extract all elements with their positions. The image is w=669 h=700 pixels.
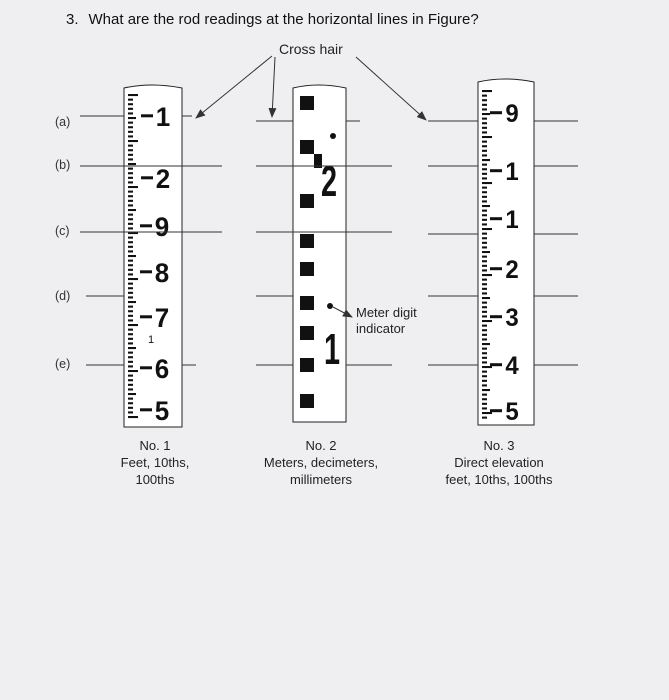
graduation-tick (482, 154, 487, 156)
graduation-tick (128, 315, 133, 317)
graduation-tick (482, 338, 487, 340)
graduation-tick (482, 384, 487, 386)
graduation-tick (482, 269, 487, 271)
graduation-tick (482, 256, 487, 258)
graduation-tick (128, 365, 133, 367)
graduation-tick (128, 352, 133, 354)
rod-1-numeral-2: 9 (154, 211, 170, 243)
question-text: What are the rod readings at the horizontal lines in Figure? (88, 11, 479, 28)
graduation-tick (482, 191, 487, 193)
graduation-tick (128, 131, 133, 133)
rod-1-small-numeral: 1 (147, 334, 155, 346)
rod-3-caption-line-3: feet, 10ths, 100ths (445, 472, 553, 487)
meter-label-line-2: indicator (356, 321, 406, 336)
graduation-tick (128, 384, 133, 386)
graduation-tick (128, 250, 133, 252)
graduation-tick (482, 251, 490, 253)
graduation-tick (482, 292, 487, 294)
graduation-tick (128, 177, 133, 179)
meter-dot (327, 303, 333, 309)
graduation-tick (482, 311, 487, 313)
graduation-tick (128, 108, 133, 110)
graduation-tick (482, 223, 487, 225)
graduation-tick (482, 177, 487, 179)
graduation-tick (482, 260, 487, 262)
crosshair-arrow-right (356, 57, 426, 120)
graduation-tick (128, 94, 138, 96)
graduation-tick (128, 402, 133, 404)
graduation-tick (128, 246, 133, 248)
graduation-tick (482, 302, 487, 304)
graduation-tick (482, 104, 487, 106)
crosshair-arrow-middle (272, 57, 275, 117)
graduation-tick (128, 204, 133, 206)
rod-1-caption-title: No. 1 (139, 438, 171, 453)
graduation-tick (482, 150, 487, 152)
graduation-tick (128, 214, 133, 216)
graduation-tick (482, 361, 487, 363)
graduation-tick (482, 279, 487, 281)
graduation-tick (128, 117, 136, 119)
rod-2-numeral-0: 2 (320, 157, 338, 206)
numeral-tick (490, 169, 502, 172)
graduation-tick (482, 242, 487, 244)
question-number: 3. (66, 11, 79, 28)
graduation-tick (128, 154, 133, 156)
graduation-tick (128, 319, 133, 321)
graduation-tick (128, 241, 133, 243)
numeral-tick (490, 315, 502, 318)
graduation-tick (482, 228, 492, 230)
graduation-tick (482, 214, 487, 216)
rod-1-numeral-5: 6 (154, 353, 170, 385)
graduation-tick (482, 145, 487, 147)
graduation-tick (482, 366, 492, 368)
graduation-tick (128, 163, 136, 165)
graduation-tick (128, 356, 133, 358)
meter-digit-indicator-label (356, 305, 417, 337)
decimeter-block (300, 234, 314, 248)
rod-1-numeral-1: 2 (155, 163, 171, 195)
row-label-e: (e) (55, 357, 71, 371)
graduation-tick (482, 403, 487, 405)
graduation-tick (482, 297, 490, 299)
graduation-tick (128, 338, 133, 340)
graduation-tick (128, 310, 133, 312)
graduation-tick (482, 412, 492, 414)
graduation-tick (482, 329, 487, 331)
numeral-tick (490, 363, 502, 366)
graduation-tick (128, 209, 136, 211)
rod-3-numeral-4: 3 (505, 304, 519, 333)
rod-2-caption-title: No. 2 (305, 438, 337, 453)
graduation-tick (482, 246, 487, 248)
graduation-tick (482, 210, 487, 212)
graduation-tick (128, 273, 133, 275)
graduation-tick (128, 181, 133, 183)
graduation-tick (128, 342, 133, 344)
rod-2-caption (246, 437, 396, 488)
graduation-tick (128, 269, 133, 271)
numeral-tick (490, 217, 502, 220)
rod-3-numeral-6: 5 (505, 398, 519, 427)
rod-3-caption (426, 437, 572, 488)
decimeter-block (300, 96, 314, 110)
graduation-tick (128, 135, 133, 137)
rod-1-numeral-3: 8 (154, 257, 170, 289)
graduation-tick (128, 223, 133, 225)
graduation-tick (128, 398, 133, 400)
decimeter-block (300, 140, 314, 154)
graduation-tick (128, 278, 138, 280)
graduation-tick (482, 306, 487, 308)
graduation-tick (482, 136, 492, 138)
graduation-tick (482, 131, 487, 133)
graduation-tick (128, 324, 138, 326)
graduation-tick (482, 113, 490, 115)
graduation-tick (128, 172, 133, 174)
graduation-tick (482, 357, 487, 359)
graduation-tick (128, 112, 133, 114)
graduation-tick (482, 196, 487, 198)
decimeter-block (300, 326, 314, 340)
graduation-tick (128, 393, 136, 395)
graduation-tick (482, 398, 487, 400)
graduation-tick (128, 296, 133, 298)
numeral-tick (140, 315, 152, 318)
graduation-tick (482, 164, 487, 166)
rod-1-caption (103, 437, 207, 488)
graduation-tick (482, 288, 487, 290)
row-label-a: (a) (55, 115, 71, 129)
graduation-tick (482, 352, 487, 354)
graduation-tick (482, 141, 487, 143)
graduation-tick (482, 122, 487, 124)
graduation-tick (128, 375, 133, 377)
rod-2 (256, 85, 392, 422)
graduation-tick (482, 320, 492, 322)
graduation-tick (128, 333, 133, 335)
graduation-tick (482, 407, 487, 409)
rod-3 (428, 79, 578, 426)
graduation-tick (482, 380, 487, 382)
graduation-tick (482, 389, 490, 391)
graduation-tick (128, 411, 133, 413)
graduation-tick (482, 200, 487, 202)
graduation-tick (482, 343, 490, 345)
graduation-tick (128, 126, 133, 128)
crosshair-arrow-left (196, 56, 272, 118)
graduation-tick (128, 237, 133, 239)
graduation-tick (128, 149, 133, 151)
graduation-tick (128, 158, 133, 160)
decimeter-block (300, 394, 314, 408)
graduation-tick (482, 168, 487, 170)
graduation-tick (128, 260, 133, 262)
rod-3-numeral-1: 1 (505, 158, 519, 187)
graduation-tick (128, 168, 133, 170)
graduation-tick (128, 292, 133, 294)
graduation-tick (482, 187, 487, 189)
rod-1-caption-line-2: Feet, 10ths, (120, 455, 190, 470)
graduation-tick (482, 315, 487, 317)
decimeter-block (300, 194, 314, 208)
graduation-tick (128, 347, 136, 349)
graduation-tick (128, 122, 133, 124)
graduation-tick (128, 140, 138, 142)
rod-3-caption-line-2: Direct elevation (454, 455, 544, 470)
graduation-tick (128, 264, 133, 266)
graduation-tick (482, 334, 487, 336)
graduation-tick (128, 287, 133, 289)
graduation-tick (482, 348, 487, 350)
rod-2-caption-line-3: millimeters (289, 472, 353, 487)
rod-3-numeral-5: 4 (505, 352, 519, 381)
graduation-tick (482, 265, 487, 267)
graduation-tick (482, 182, 492, 184)
graduation-tick (482, 173, 487, 175)
rod-1-numeral-4: 7 (154, 302, 170, 334)
graduation-tick (128, 191, 133, 193)
graduation-tick (128, 99, 133, 101)
numeral-tick (140, 224, 152, 227)
graduation-tick (128, 361, 133, 363)
graduation-tick (482, 95, 487, 97)
graduation-tick (128, 301, 136, 303)
graduation-tick (482, 118, 487, 120)
rod-1-numeral-0: 1 (155, 101, 171, 133)
rod-1 (80, 85, 222, 427)
graduation-tick (482, 99, 487, 101)
graduation-tick (128, 186, 138, 188)
graduation-tick (128, 218, 133, 220)
graduation-tick (482, 90, 492, 92)
graduation-tick (128, 370, 138, 372)
rod-1-numeral-6: 5 (154, 395, 170, 427)
row-label-b: (b) (55, 158, 71, 172)
graduation-tick (482, 159, 490, 161)
graduation-tick (482, 127, 487, 129)
graduation-tick (482, 417, 487, 419)
graduation-tick (128, 407, 133, 409)
graduation-tick (128, 283, 133, 285)
graduation-tick (482, 394, 487, 396)
rod-2-caption-line-2: Meters, decimeters, (263, 455, 379, 470)
graduation-tick (128, 379, 133, 381)
numeral-tick (141, 114, 153, 117)
graduation-tick (128, 255, 136, 257)
graduation-tick (482, 205, 490, 207)
graduation-tick (482, 219, 487, 221)
decimeter-block (300, 262, 314, 276)
rod-1-caption-line-3: 100ths (135, 472, 175, 487)
graduation-tick (482, 233, 487, 235)
numeral-tick (140, 366, 152, 369)
graduation-tick (128, 195, 133, 197)
graduation-tick (482, 375, 487, 377)
rod-3-caption-title: No. 3 (483, 438, 515, 453)
graduation-tick (128, 306, 133, 308)
graduation-tick (128, 200, 133, 202)
numeral-tick (490, 267, 502, 270)
graduation-tick (482, 283, 487, 285)
row-label-c: (c) (55, 224, 70, 238)
numeral-tick (490, 409, 502, 412)
meter-label-line-1: Meter digit (356, 305, 417, 320)
meter-dot (330, 133, 336, 139)
graduation-tick (128, 416, 138, 418)
numeral-tick (141, 176, 153, 179)
graduation-tick (482, 237, 487, 239)
numeral-tick (140, 270, 152, 273)
numeral-tick (490, 111, 502, 114)
graduation-tick (482, 371, 487, 373)
graduation-tick (128, 227, 133, 229)
graduation-tick (128, 388, 133, 390)
graduation-tick (482, 274, 492, 276)
graduation-tick (128, 103, 133, 105)
rod-3-numeral-3: 2 (505, 256, 519, 285)
rod-2-numeral-1: 1 (323, 325, 341, 374)
graduation-tick (482, 108, 487, 110)
rod-3-numeral-0: 9 (505, 100, 519, 129)
graduation-tick (128, 145, 133, 147)
numeral-tick (140, 408, 152, 411)
decimeter-block (300, 358, 314, 372)
crosshair-label: Cross hair (279, 41, 343, 57)
row-label-d: (d) (55, 289, 71, 303)
graduation-tick (482, 325, 487, 327)
decimeter-block (300, 296, 314, 310)
graduation-tick (128, 329, 133, 331)
rod-3-numeral-2: 1 (505, 206, 519, 235)
